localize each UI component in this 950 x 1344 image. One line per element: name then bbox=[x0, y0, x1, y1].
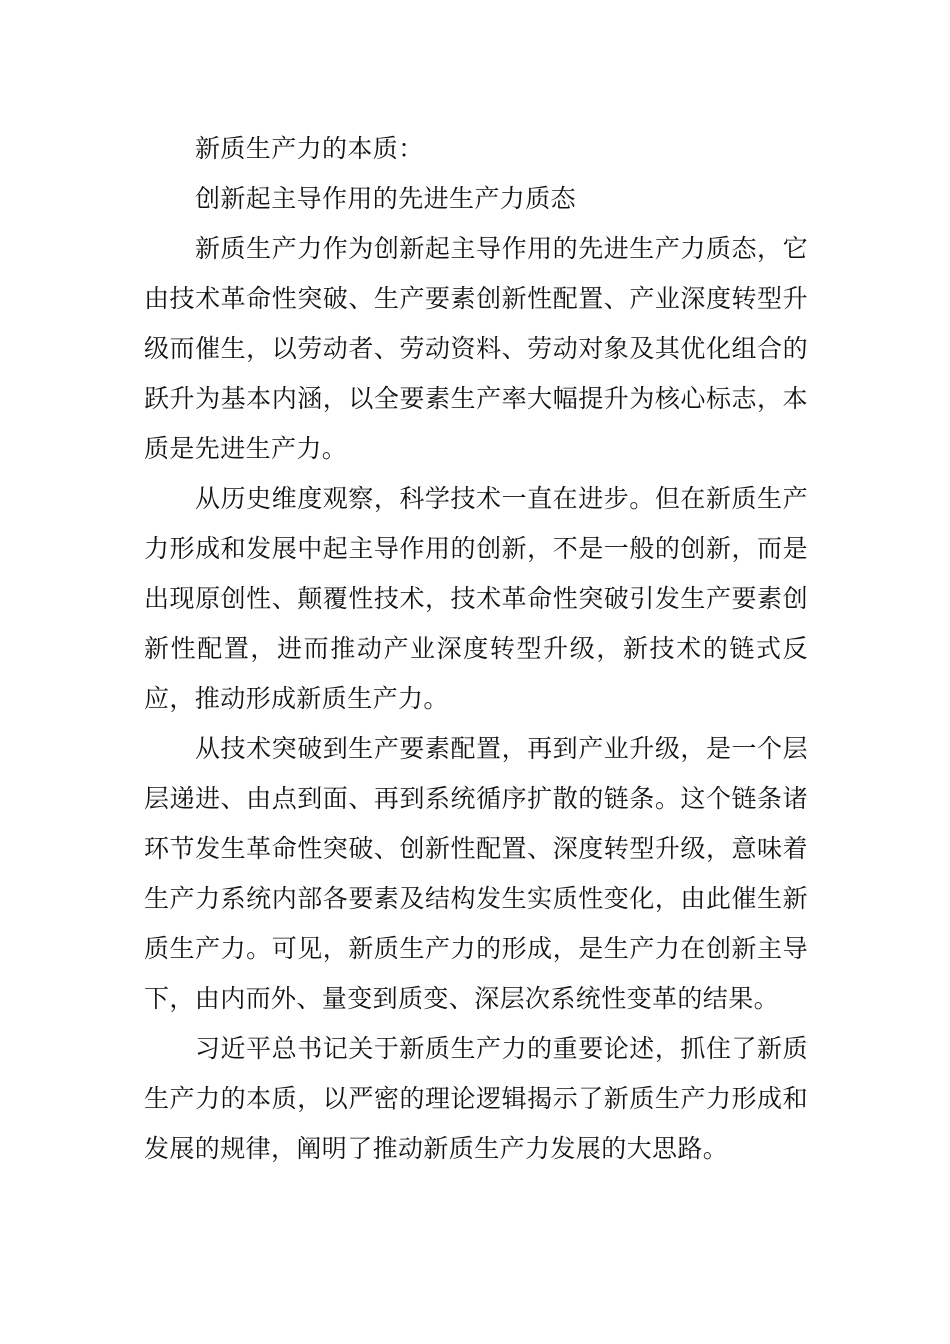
title-line-1: 新质生产力的本质： bbox=[195, 134, 424, 163]
document-body bbox=[144, 124, 808, 1174]
paragraph-2: 从历史维度观察，科学技术一直在进步。但在新质生产力形成和发展中起主导作用的创新，不是一般的创新，而是出现原创性、颠覆性技术，技术革命性突破引发生产要素创新性配置，进而推动产业深度转型升级，新技术的链式反应，推动形成新质生产力。 bbox=[144, 484, 808, 713]
paragraph-1: 新质生产力作为创新起主导作用的先进生产力质态，它由技术革命性突破、生产要素创新性配置、产业深度转型升级而催生，以劳动者、劳动资料、劳动对象及其优化组合的跃升为基本内涵，以全要素生产率大幅提升为核心标志，本质是先进生产力。 bbox=[144, 234, 808, 463]
title-line-2: 创新起主导作用的先进生产力质态 bbox=[195, 184, 577, 213]
paragraph-3: 从技术突破到生产要素配置，再到产业升级，是一个层层递进、由点到面、再到系统循序扩散的链条。这个链条诸环节发生革命性突破、创新性配置、深度转型升级，意味着生产力系统内部各要素及结构发生实质性变化，由此催生新质生产力。可见，新质生产力的形成，是生产力在创新主导下，由内而外、量变到质变、深层次系统性变革的结果。 bbox=[144, 734, 808, 1013]
paragraph-4: 习近平总书记关于新质生产力的重要论述，抓住了新质生产力的本质，以严密的理论逻辑揭示了新质生产力形成和发展的规律，阐明了推动新质生产力发展的大思路。 bbox=[144, 1034, 808, 1163]
